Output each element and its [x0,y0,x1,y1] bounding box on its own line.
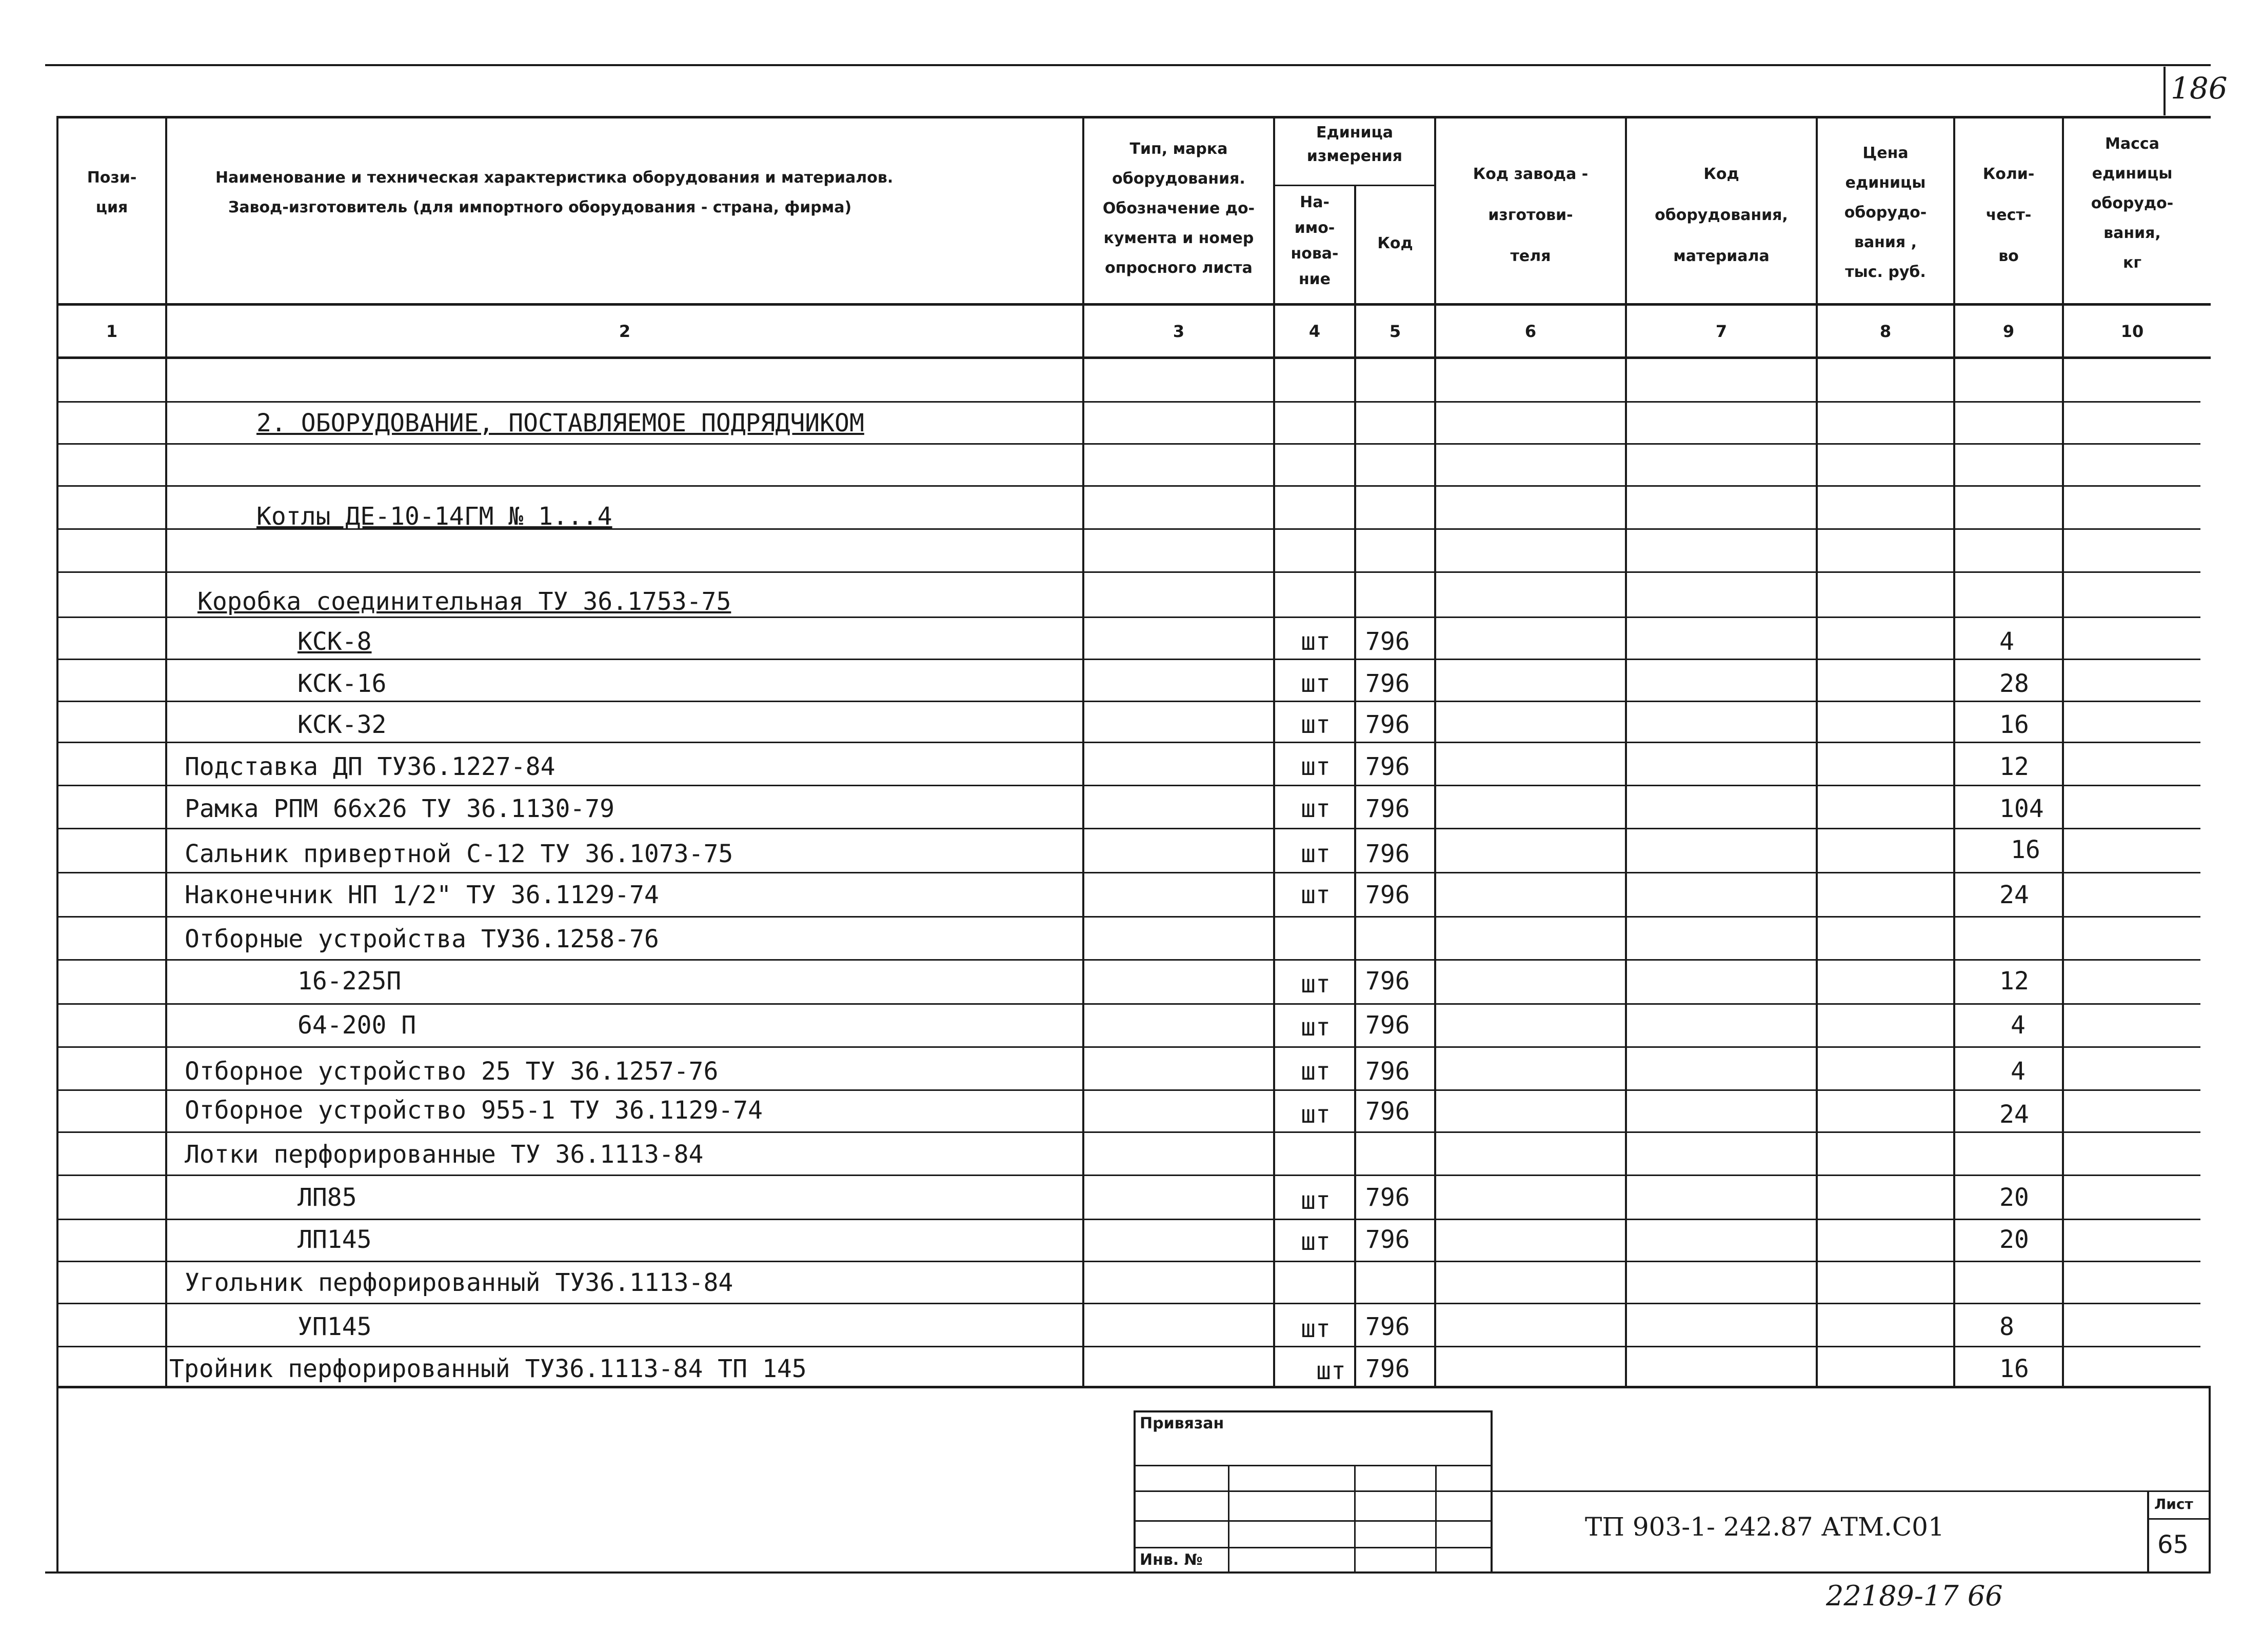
column-number-8: 8 [1879,322,1892,341]
row-unit: шт [1301,627,1331,656]
row-code: 796 [1365,967,1410,996]
corner-divider [2163,67,2166,115]
column-number-10: 10 [2120,322,2144,341]
column-number-2: 2 [619,322,631,341]
stamp-row-4 [1134,1547,1493,1548]
row-qty: 4 [2011,1057,2026,1086]
row-qty: 16 [2011,835,2040,864]
list-number: 65 [2157,1530,2189,1559]
row-name: Угольник перфорированный ТУ36.1113-84 [185,1268,733,1297]
stamp-col-1 [1228,1465,1229,1573]
table-top-border [56,116,2211,118]
row-code: 796 [1365,669,1410,698]
header-col1: Пози- ция [87,169,137,216]
row-name: Коробка соединительная ТУ 36.1753-75 [197,587,731,616]
row-unit: шт [1301,840,1331,868]
header-col8: Цена единицы оборудо- вания , тыс. руб. [1844,144,1927,281]
row-code: 796 [1365,1183,1410,1212]
row-unit: шт [1301,970,1331,999]
column-number-7: 7 [1715,322,1728,341]
row-code: 796 [1365,1355,1410,1383]
row-qty: 4 [1999,627,2014,656]
header-unit-group: Единица измерения [1306,124,1403,165]
header-col7: Код оборудования, материала [1655,165,1788,265]
list-box-left [2147,1490,2149,1573]
row-unit: шт [1301,669,1331,698]
row-qty: 12 [1999,752,2029,781]
footer-note: 22189-17 66 [1826,1580,2003,1612]
list-label: Лист [2154,1496,2193,1512]
row-unit: шт [1301,710,1331,739]
row-code: 796 [1365,1225,1410,1254]
row-unit: шт [1301,1057,1331,1086]
row-code: 796 [1365,881,1410,909]
row-unit: шт [1301,1013,1331,1042]
row-name: 64-200 П [297,1011,416,1040]
row-code: 796 [1365,1011,1410,1040]
stamp-top [1134,1410,1493,1412]
row-unit: шт [1301,1186,1331,1215]
row-name: Отборные устройства ТУ36.1258-76 [185,925,659,953]
header-col4: На- имо- нова- ние [1291,193,1339,288]
row-qty: 24 [1999,1100,2029,1129]
stamp-col-2 [1354,1465,1356,1573]
stamp-privyazan: Привязан [1140,1415,1224,1432]
row-unit: шт [1301,752,1331,781]
stamp-row-1 [1134,1465,1493,1466]
row-name: ЛП85 [297,1183,357,1212]
row-name: Наконечник НП 1/2" ТУ 36.1129-74 [185,881,659,909]
document-code: ТП 903-1- 242.87 АТМ.С01 [1585,1512,1944,1542]
column-number-9: 9 [2002,322,2015,341]
row-code: 796 [1365,840,1410,868]
row-unit: шт [1316,1357,1346,1385]
row-name: Лотки перфорированные ТУ 36.1113-84 [185,1140,704,1169]
row-name: Подставка ДП ТУ36.1227-84 [185,752,555,781]
row-name: КСК-8 [297,627,372,656]
row-name: КСК-16 [297,669,387,698]
header-col2: Наименование и техническая характеристика оборудования и материалов. Завод-изготовитель (для импортного оборудования - страна, фирма) [215,169,894,216]
row-qty: 20 [1999,1183,2029,1212]
frame-right [2209,1388,2211,1573]
row-name: Сальник привертной С-12 ТУ 36.1073-75 [185,840,733,868]
column-number-5: 5 [1389,322,1401,341]
row-qty: 12 [1999,967,2029,996]
row-name: 16-225П [297,967,402,996]
row-unit: шт [1301,794,1331,823]
header-col10: Масса единицы оборудо- вания, кг [2091,135,2174,272]
row-qty: 16 [1999,710,2029,739]
row-qty: 20 [1999,1225,2029,1254]
row-name: ЛП145 [297,1225,372,1254]
row-code: 796 [1365,1312,1410,1341]
column-number-4: 4 [1308,322,1321,341]
row-code: 796 [1365,627,1410,656]
top-rule [45,64,2211,66]
row-rule [56,1346,2200,1347]
row-qty: 104 [1999,794,2044,823]
row-name: Отборное устройство 955-1 ТУ 36.1129-74 [185,1096,763,1125]
header-col9: Коли- чест- во [1982,165,2035,265]
row-qty: 24 [1999,881,2029,909]
unit-group-divider [1273,185,1435,186]
stamp-row-2 [1134,1490,1493,1492]
row-rule [56,916,2200,918]
row-name: Рамка РПМ 66х26 ТУ 36.1130-79 [185,794,615,823]
row-qty: 4 [2011,1011,2026,1040]
header-col6: Код завода - изготови- теля [1473,165,1589,265]
row-qty: 28 [1999,669,2029,698]
row-name: Отборное устройство 25 ТУ 36.1257-76 [185,1057,719,1086]
row-code: 796 [1365,1097,1410,1126]
column-number-6: 6 [1524,322,1537,341]
group-title: Котлы ДЕ-10-14ГМ № 1...4 [256,502,612,531]
row-code: 796 [1365,710,1410,739]
row-rule [56,485,2200,487]
header-col5: Код [1377,234,1413,252]
stamp-row-3 [1134,1520,1493,1522]
row-rule [56,1046,2200,1048]
row-qty: 16 [1999,1355,2029,1383]
row-rule [56,1219,2200,1220]
row-qty: 8 [1999,1312,2014,1341]
row-rule [56,1131,2200,1133]
bottom-rule [45,1571,2211,1574]
row-code: 796 [1365,752,1410,781]
list-box-divider [2147,1518,2211,1520]
stamp-col-3 [1435,1465,1437,1573]
col-border-right-cap [2200,116,2202,117]
row-name: КСК-32 [297,710,387,739]
column-number-1: 1 [106,322,118,341]
corner-page-number: 186 [2171,71,2228,106]
title-block-divider [1491,1490,2211,1492]
row-unit: шт [1301,1100,1331,1129]
row-unit: шт [1301,1315,1331,1343]
row-code: 796 [1365,794,1410,823]
row-unit: шт [1301,1227,1331,1256]
column-number-3: 3 [1173,322,1185,341]
row-name: Тройник перфорированный ТУ36.1113-84 ТП 145 [169,1355,807,1383]
row-code: 796 [1365,1057,1410,1086]
row-name: УП145 [297,1312,372,1341]
col-border-4 [1354,185,1356,1388]
row-unit: шт [1301,881,1331,909]
header-col3: Тип, марка оборудования. Обозначение до- кумента и номер опросного листа [1102,140,1255,277]
stamp-inv: Инв. № [1140,1551,1203,1569]
section-title: 2. ОБОРУДОВАНИЕ, ПОСТАВЛЯЕМОЕ ПОДРЯДЧИКОМ [256,409,864,437]
row-rule [56,659,2200,660]
row-rule [56,571,2200,573]
